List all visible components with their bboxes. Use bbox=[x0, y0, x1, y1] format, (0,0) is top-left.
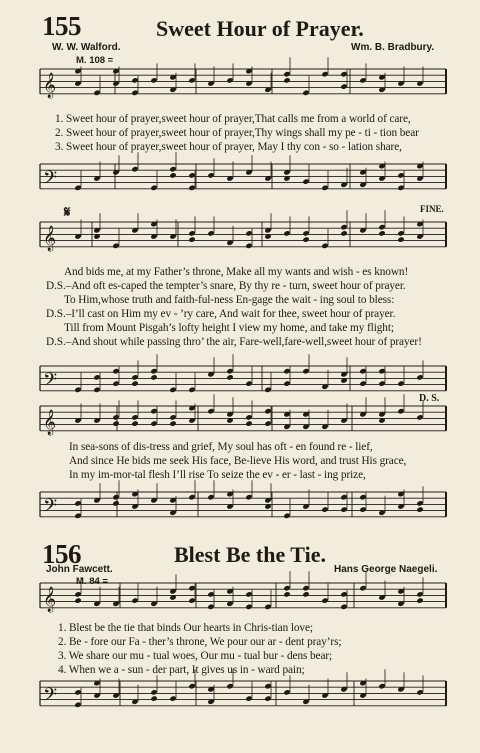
note-head bbox=[416, 689, 423, 695]
verse-line: In sea-sons of dis-tress and grief, My soul has oft - en found re - lief, bbox=[69, 441, 373, 453]
note-head bbox=[416, 597, 423, 603]
verse-line: 3. We share our mu - tual woes, Our mu - tual bur - dens bear; bbox=[58, 650, 333, 662]
note-head bbox=[283, 71, 290, 77]
note-head bbox=[112, 380, 119, 386]
note-head bbox=[340, 494, 347, 500]
note-head bbox=[169, 420, 176, 426]
verse-line: 3. Sweet hour of prayer,sweet hour of prayer, May I thy con - so - lation share, bbox=[55, 141, 402, 153]
note-head bbox=[416, 591, 423, 597]
note-head bbox=[378, 368, 385, 374]
ds-marking: D. S. bbox=[419, 393, 440, 404]
hymn-title: Sweet Hour of Prayer. bbox=[156, 16, 364, 41]
bass-clef-icon: 𝄢 bbox=[43, 684, 58, 710]
note-head bbox=[359, 380, 366, 386]
note-head bbox=[416, 374, 423, 380]
note-head bbox=[131, 166, 138, 172]
note-head bbox=[112, 494, 119, 500]
note-head bbox=[169, 172, 176, 178]
note-head bbox=[112, 368, 119, 374]
note-head bbox=[264, 408, 271, 414]
note-head bbox=[302, 236, 309, 242]
verse-line: 1. Blest be the tie that binds Our hearts in Chris-tian love; bbox=[58, 622, 313, 634]
verse-line: 2. Be - fore our Fa - ther’s throne, We pour our ar - dent pray’rs; bbox=[58, 636, 342, 648]
bass-clef-icon: 𝄢 bbox=[43, 495, 58, 521]
author-credit: John Fawcett. bbox=[46, 564, 113, 575]
note-head bbox=[283, 230, 290, 236]
treble-clef-icon: 𝄞 bbox=[43, 225, 57, 251]
note-head bbox=[340, 224, 347, 230]
note-head bbox=[245, 420, 252, 426]
note-head bbox=[112, 420, 119, 426]
note-head bbox=[188, 185, 195, 191]
note-head bbox=[416, 500, 423, 506]
note-head bbox=[359, 77, 366, 83]
verse-line: To Him,whose truth and faith-ful-ness En-gage the wait - ing soul to bless: bbox=[64, 294, 395, 306]
note-head bbox=[74, 591, 81, 597]
verse-line: And since He bids me seek His face, Be-lieve His word, and trust His grace, bbox=[69, 455, 407, 467]
note-head bbox=[397, 185, 404, 191]
note-head bbox=[264, 387, 271, 393]
note-head bbox=[397, 236, 404, 242]
note-head bbox=[359, 494, 366, 500]
note-head bbox=[359, 368, 366, 374]
note-head bbox=[207, 494, 214, 500]
note-head bbox=[131, 374, 138, 380]
note-head bbox=[302, 585, 309, 591]
note-head bbox=[283, 368, 290, 374]
note-head bbox=[302, 90, 309, 96]
treble-clef-icon: 𝄞 bbox=[43, 409, 57, 435]
verse-line: 1. Sweet hour of prayer,sweet hour of prayer,That calls me from a world of care, bbox=[55, 113, 411, 125]
note-head bbox=[150, 77, 157, 83]
note-head bbox=[245, 414, 252, 420]
note-head bbox=[302, 591, 309, 597]
note-head bbox=[207, 172, 214, 178]
note-head bbox=[131, 90, 138, 96]
note-head bbox=[340, 83, 347, 89]
verse-line: D.S.–I’ll cast on Him my ev - ’ry care, And wait for thee, sweet hour of prayer. bbox=[46, 308, 396, 320]
note-head bbox=[321, 506, 328, 512]
note-head bbox=[131, 414, 138, 420]
note-head bbox=[207, 408, 214, 414]
note-head bbox=[188, 683, 195, 689]
note-head bbox=[264, 683, 271, 689]
note-head bbox=[245, 494, 252, 500]
note-head bbox=[93, 90, 100, 96]
segno-sign: 𝄋 bbox=[64, 205, 71, 221]
note-head bbox=[93, 387, 100, 393]
note-head bbox=[74, 387, 81, 393]
note-head bbox=[169, 414, 176, 420]
note-head bbox=[150, 408, 157, 414]
note-head bbox=[321, 71, 328, 77]
composer-credit: Hans George Naegeli. bbox=[334, 564, 438, 575]
note-head bbox=[340, 506, 347, 512]
note-head bbox=[340, 591, 347, 597]
note-head bbox=[188, 585, 195, 591]
verse-line: D.S.–And shout while passing thro’ the air, Fare-well,fare-well,sweet hour of prayer! bbox=[46, 336, 422, 348]
note-head bbox=[131, 597, 138, 603]
note-head bbox=[283, 585, 290, 591]
note-head bbox=[378, 224, 385, 230]
verse-line: D.S.–And oft es-caped the tempter’s snare, By thy re - turn, sweet hour of prayer. bbox=[46, 280, 406, 292]
note-head bbox=[150, 185, 157, 191]
note-head bbox=[169, 387, 176, 393]
bass-clef-icon: 𝄢 bbox=[43, 369, 58, 395]
note-head bbox=[359, 506, 366, 512]
note-head bbox=[226, 374, 233, 380]
verse-line: 2. Sweet hour of prayer,sweet hour of prayer,Thy wings shall my pe - ti - tion bear bbox=[55, 127, 419, 139]
note-head bbox=[188, 597, 195, 603]
note-head bbox=[188, 387, 195, 393]
note-head bbox=[245, 380, 252, 386]
note-head bbox=[397, 230, 404, 236]
note-head bbox=[302, 368, 309, 374]
note-head bbox=[397, 408, 404, 414]
note-head bbox=[321, 185, 328, 191]
note-head bbox=[93, 374, 100, 380]
note-head bbox=[283, 689, 290, 695]
note-head bbox=[340, 604, 347, 610]
note-head bbox=[378, 230, 385, 236]
verse-line: In my im-mor-tal flesh I’ll rise To seize the ev - er - last - ing prize, bbox=[69, 469, 366, 481]
note-head bbox=[74, 702, 81, 708]
treble-clef-icon: 𝄞 bbox=[43, 72, 57, 98]
author-credit: W. W. Walford. bbox=[52, 42, 121, 53]
note-head bbox=[74, 500, 81, 506]
note-head bbox=[378, 380, 385, 386]
note-head bbox=[112, 243, 119, 249]
note-head bbox=[359, 585, 366, 591]
note-head bbox=[264, 695, 271, 701]
note-head bbox=[245, 604, 252, 610]
note-head bbox=[207, 604, 214, 610]
note-head bbox=[131, 420, 138, 426]
treble-clef-icon: 𝄞 bbox=[43, 586, 57, 612]
hymn-title: Blest Be the Tie. bbox=[174, 542, 326, 567]
note-head bbox=[226, 368, 233, 374]
note-head bbox=[340, 230, 347, 236]
note-head bbox=[207, 591, 214, 597]
note-head bbox=[416, 414, 423, 420]
note-head bbox=[150, 374, 157, 380]
note-head bbox=[74, 597, 81, 603]
note-head bbox=[188, 494, 195, 500]
note-head bbox=[283, 513, 290, 519]
note-head bbox=[283, 77, 290, 83]
hymn-number: 155 bbox=[42, 11, 81, 41]
note-head bbox=[302, 178, 309, 184]
note-head bbox=[188, 236, 195, 242]
note-head bbox=[245, 243, 252, 249]
note-head bbox=[112, 414, 119, 420]
note-head bbox=[283, 591, 290, 597]
metronome-marking: M. 84 = bbox=[76, 576, 108, 587]
note-head bbox=[74, 513, 81, 519]
note-head bbox=[131, 77, 138, 83]
note-head bbox=[321, 243, 328, 249]
note-head bbox=[169, 695, 176, 701]
note-head bbox=[188, 230, 195, 236]
note-head bbox=[302, 230, 309, 236]
note-head bbox=[378, 683, 385, 689]
note-head bbox=[245, 695, 252, 701]
note-head bbox=[245, 230, 252, 236]
verse-line: And bids me, at my Father’s throne, Make all my wants and wish - es known! bbox=[64, 266, 409, 278]
composer-credit: Wm. B. Bradbury. bbox=[351, 42, 435, 53]
note-head bbox=[245, 591, 252, 597]
note-head bbox=[283, 380, 290, 386]
note-head bbox=[74, 689, 81, 695]
note-head bbox=[169, 166, 176, 172]
note-head bbox=[74, 185, 81, 191]
hymn-number: 156 bbox=[42, 539, 81, 569]
note-head bbox=[188, 77, 195, 83]
bass-clef-icon: 𝄢 bbox=[43, 167, 58, 193]
note-head bbox=[264, 604, 271, 610]
note-head bbox=[416, 506, 423, 512]
note-head bbox=[150, 368, 157, 374]
note-head bbox=[264, 420, 271, 426]
note-head bbox=[150, 689, 157, 695]
note-head bbox=[150, 695, 157, 701]
note-head bbox=[226, 683, 233, 689]
note-head bbox=[397, 172, 404, 178]
note-head bbox=[340, 71, 347, 77]
note-head bbox=[321, 597, 328, 603]
note-head bbox=[112, 500, 119, 506]
fine-marking: FINE. bbox=[420, 204, 444, 214]
metronome-marking: M. 108 = bbox=[76, 55, 114, 66]
note-head bbox=[226, 77, 233, 83]
note-head bbox=[188, 172, 195, 178]
verse-line: 4. When we a - sun - der part, It gives us in - ward pain; bbox=[58, 664, 305, 676]
note-head bbox=[150, 420, 157, 426]
note-head bbox=[207, 230, 214, 236]
note-head bbox=[131, 380, 138, 386]
note-head bbox=[397, 380, 404, 386]
verse-line: Till from Mount Pisgah’s lofty height I view my home, and take my flight; bbox=[64, 322, 394, 334]
